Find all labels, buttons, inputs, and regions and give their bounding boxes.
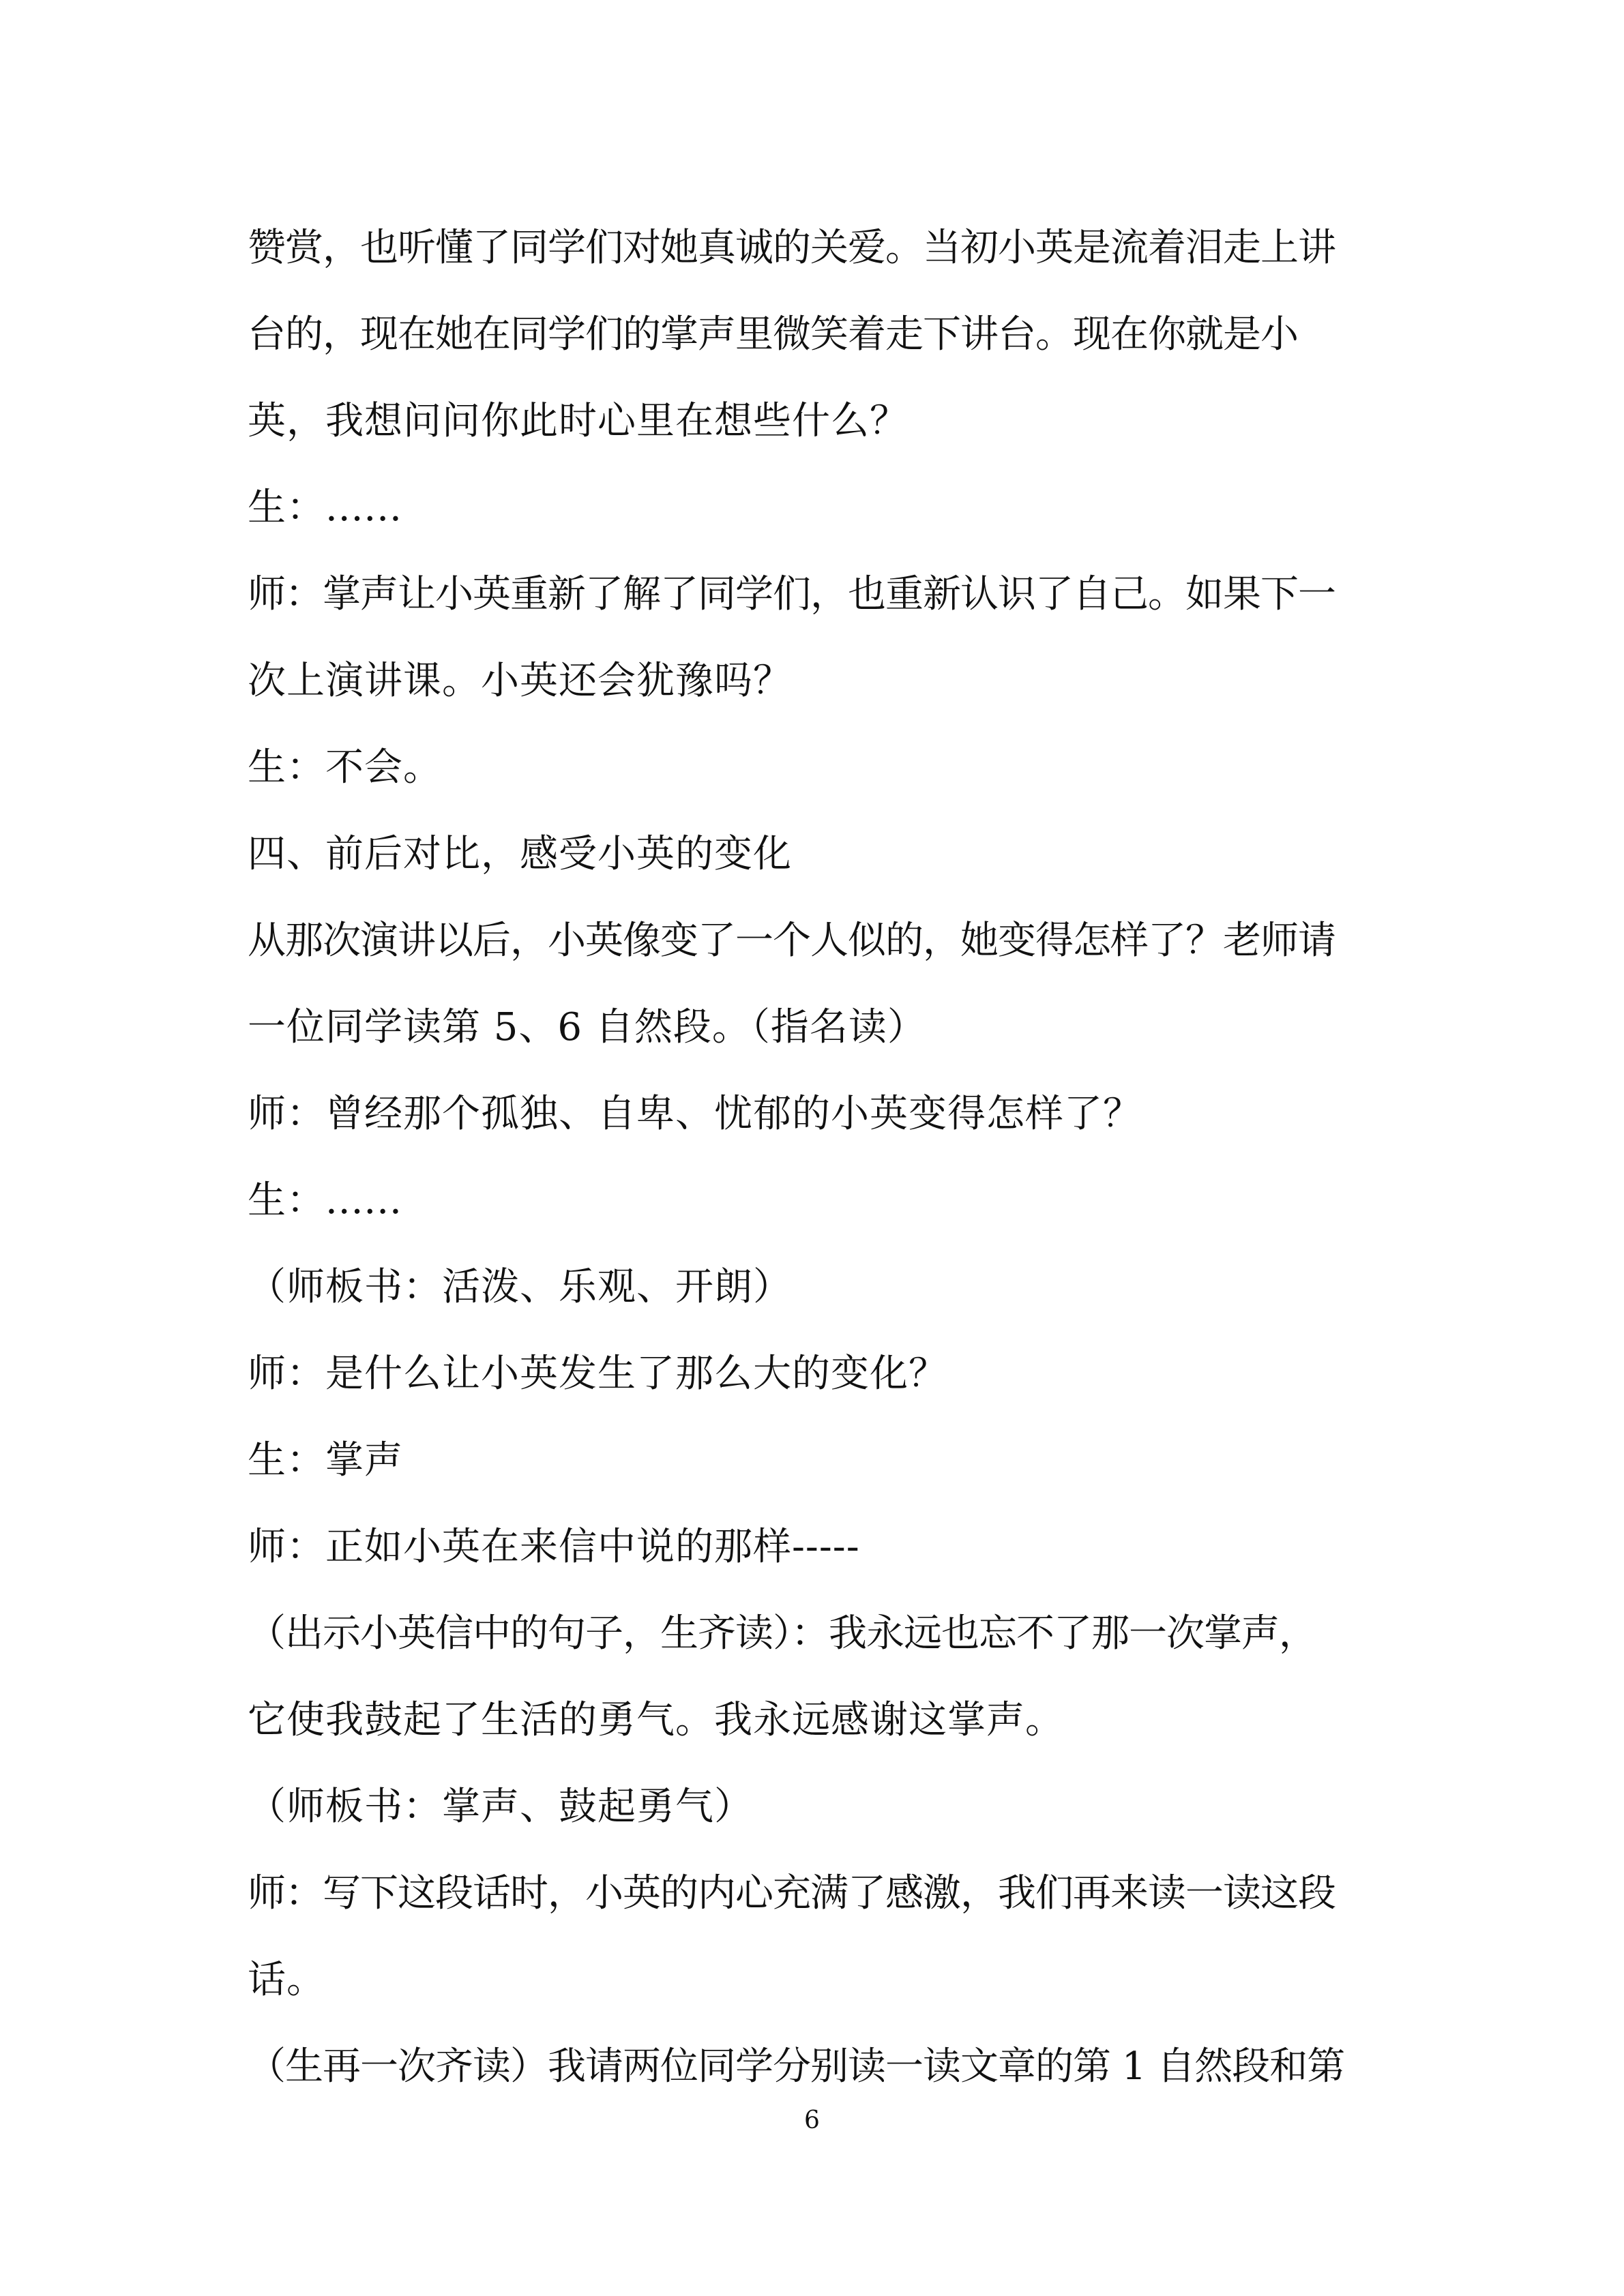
- text-line: （生再一次齐读）我请两位同学分别读一读文章的第 1 自然段和第: [248, 2044, 1345, 2089]
- text-line: 台的，现在她在同学们的掌声里微笑着走下讲台。现在你就是小: [248, 312, 1298, 357]
- text-line: 话。: [248, 1958, 325, 2002]
- text-line: 赞赏，也听懂了同学们对她真诚的关爱。当初小英是流着泪走上讲: [248, 226, 1335, 270]
- text-line: 次上演讲课。小英还会犹豫吗？: [248, 659, 792, 703]
- text-line: 师：正如小英在来信中说的那样-----: [248, 1525, 860, 1569]
- text-line: （出示小英信中的句子，生齐读）：我永远也忘不了那一次掌声，: [248, 1611, 1316, 1656]
- text-line: 它使我鼓起了生活的勇气。我永远感谢这掌声。: [248, 1698, 1064, 1742]
- text-line: 生：......: [248, 1178, 402, 1223]
- text-line: 生：不会。: [248, 745, 442, 790]
- text-line: 生：掌声: [248, 1438, 403, 1482]
- document-body: [248, 205, 1366, 2110]
- text-line: （师板书：活泼、乐观、开朗）: [248, 1265, 792, 1309]
- section-heading: 四、前后对比，感受小英的变化: [248, 832, 792, 876]
- text-line: 生：......: [248, 486, 402, 530]
- text-line: 师：是什么让小英发生了那么大的变化？: [248, 1352, 947, 1396]
- text-line: （师板书：掌声、鼓起勇气）: [248, 1785, 753, 1829]
- text-line: 英，我想问问你此时心里在想些什么？: [248, 399, 909, 443]
- text-line: 从那次演讲以后，小英像变了一个人似的，她变得怎样了？老师请: [248, 919, 1335, 963]
- text-line: 师：写下这段话时，小英的内心充满了感激，我们再来读一读这段: [248, 1871, 1335, 1915]
- text-line: 一位同学读第 5、6 自然段。（指名读）: [248, 1005, 926, 1049]
- page-number: 6: [804, 2106, 820, 2134]
- text-line: 师：掌声让小英重新了解了同学们，也重新认识了自己。如果下一: [248, 572, 1335, 616]
- text-line: 师：曾经那个孤独、自卑、忧郁的小英变得怎样了？: [248, 1092, 1142, 1136]
